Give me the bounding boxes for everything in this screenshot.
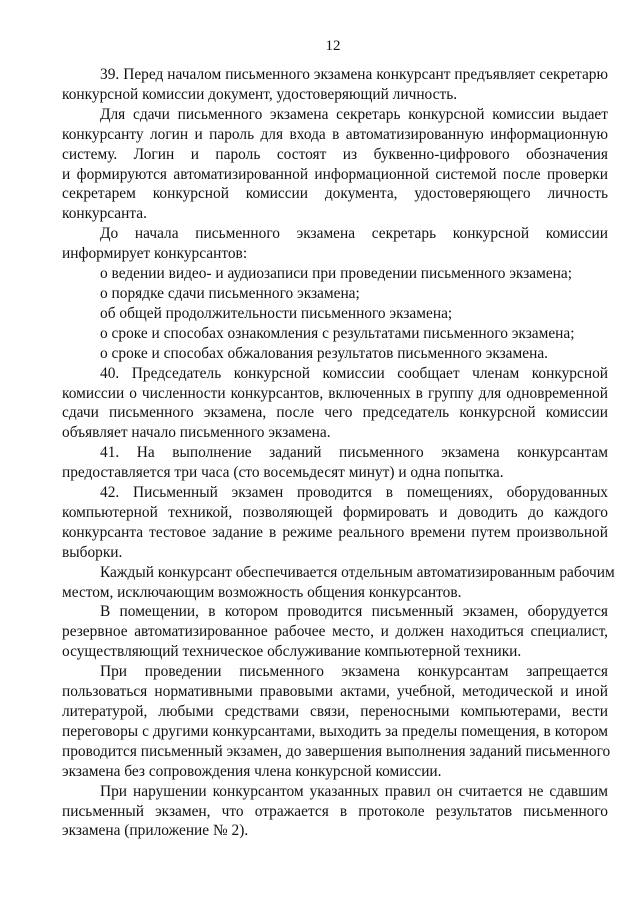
paragraph <box>62 364 608 444</box>
text-line: литературой, любыми средствами связи, переносными компьютерами, вести <box>62 703 608 720</box>
text-line: пользоваться нормативными правовыми актами, учебной, методической и иной <box>62 683 608 701</box>
paragraph <box>62 782 608 842</box>
text-line: 42. Письменный экзамен проводится в помещениях, оборудованных <box>100 484 608 502</box>
text-line: конкурсной комиссии документ, удостоверяющий личность. <box>62 85 458 103</box>
text-line: предоставляется три часа (сто восемьдесят минут) и одна попытка. <box>62 464 504 482</box>
paragraph <box>62 324 608 344</box>
text-line: объявляет начало письменного экзамена. <box>62 424 331 442</box>
paragraph <box>62 443 608 483</box>
paragraph <box>62 284 608 304</box>
text-line: комиссии о численности конкурсантов, включенных в группу для одновременной <box>62 384 608 402</box>
paragraph <box>62 483 608 563</box>
text-line: резервное автоматизированное рабочее место, и должен находиться специалист, <box>62 623 608 641</box>
text-line: осуществляющий техническое обслуживание компьютерной техники. <box>62 643 522 661</box>
text-line: о сроке и способах ознакомления с результатами письменного экзамена; <box>100 324 575 342</box>
text-line: До начала письменного экзамена секретарь конкурсной комиссии <box>100 225 608 243</box>
text-line: В помещении, в котором проводится письменный экзамен, оборудуется <box>100 603 608 621</box>
text-line: местом, исключающим возможность общения конкурсантов. <box>62 583 462 601</box>
paragraph <box>62 224 608 264</box>
paragraph <box>62 304 608 324</box>
text-line: информирует конкурсантов: <box>62 245 248 263</box>
text-line: об общей продолжительности письменного экзамена; <box>100 304 453 322</box>
document-body <box>62 65 615 841</box>
paragraph <box>62 602 608 662</box>
text-line: 39. Перед началом письменного экзамена конкурсант предъявляет секретарю <box>100 66 608 83</box>
text-line: о ведении видео- и аудиозаписи при проведении письменного экзамена; <box>100 265 573 283</box>
paragraph <box>62 344 608 364</box>
paragraph <box>62 105 608 224</box>
text-line: сдачи письменного экзамена, после чего председатель конкурсной комиссии <box>62 404 608 422</box>
page-number: 12 <box>325 38 341 54</box>
text-line: проводится письменный экзамен, до завершения выполнения заданий письменного <box>62 742 611 760</box>
text-line: При проведении письменного экзамена конкурсантам запрещается <box>100 663 608 681</box>
text-line: о порядке сдачи письменного экзамена; <box>100 284 360 302</box>
paragraph <box>62 563 615 603</box>
paragraph <box>62 65 608 105</box>
text-line: систему. Логин и пароль состоят из буквенно-цифрового обозначения <box>62 145 608 163</box>
text-line: Каждый конкурсант обеспечивается отдельным автоматизированным рабочим <box>100 563 615 581</box>
text-line: конкурсанта. <box>62 205 147 223</box>
text-line: конкурсанта тестовое задание в режиме реального времени путем произвольной <box>62 523 608 541</box>
text-line: 40. Председатель конкурсной комиссии сообщает членам конкурсной <box>100 364 608 382</box>
paragraph <box>62 264 608 284</box>
text-line: компьютерной техникой, позволяющей формировать и доводить до каждого <box>62 503 608 521</box>
text-line: При нарушении конкурсантом указанных правил он считается не сдавшим <box>100 782 608 800</box>
text-line: Для сдачи письменного экзамена секретарь конкурсной комиссии выдает <box>100 105 608 123</box>
text-line: секретарем конкурсной комиссии документа, удостоверяющего личность <box>62 185 608 203</box>
text-line: конкурсанту логин и пароль для входа в автоматизированную информационную <box>62 125 608 143</box>
text-line: письменный экзамен, что отражается в протоколе результатов письменного <box>62 802 608 820</box>
text-line: о сроке и способах обжалования результатов письменного экзамена. <box>100 344 549 362</box>
paragraph <box>62 662 611 781</box>
text-line: и формируются автоматизированной информационной системой после проверки <box>62 165 608 183</box>
text-line: выборки. <box>62 543 123 561</box>
text-line: экзамена без сопровождения члена конкурсной комиссии. <box>62 762 442 780</box>
text-line: экзамена (приложение № 2). <box>62 822 249 840</box>
text-line: 41. На выполнение заданий письменного экзамена конкурсантам <box>100 444 608 462</box>
text-line: переговоры с другими конкурсантами, выходить за пределы помещения, в котором <box>62 722 608 740</box>
